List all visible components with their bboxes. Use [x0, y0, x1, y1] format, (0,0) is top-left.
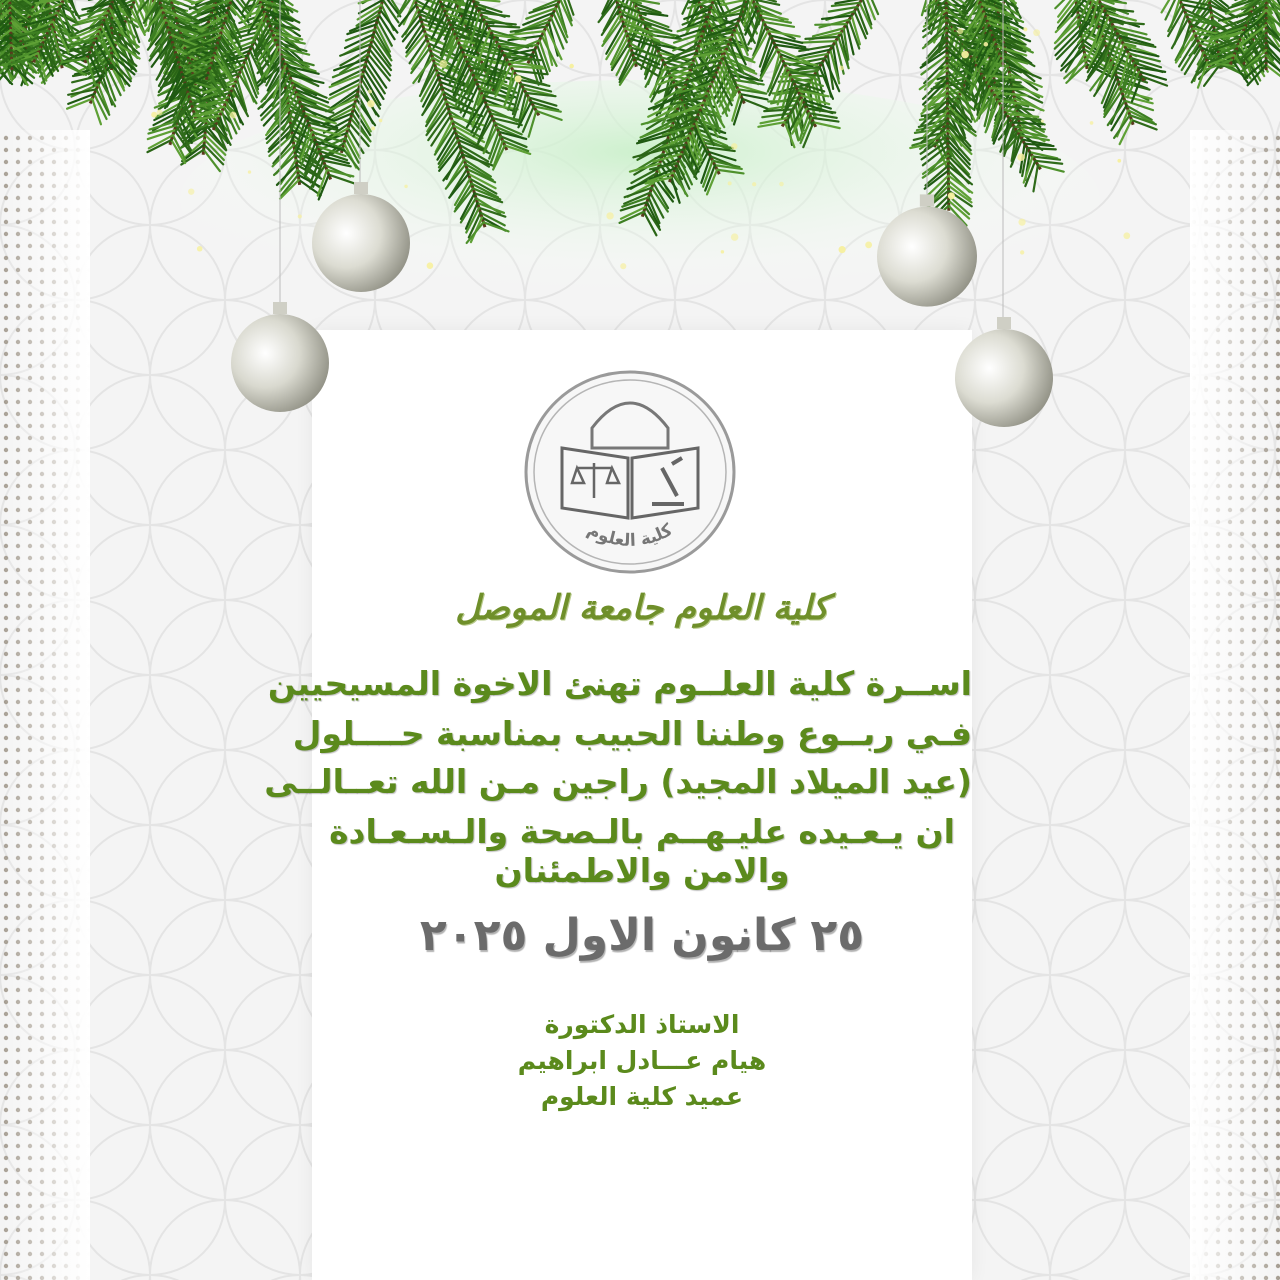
greeting-line-4: ان يـعـيده عليـهــم بالـصحة والـسـعـادة [329, 812, 955, 851]
signature-name: هيام عـــادل ابراهيم [517, 1046, 767, 1075]
ornament-ball-icon [953, 315, 1055, 430]
ornament-ball-icon [230, 300, 330, 415]
seal-label: كلية العلوم [583, 519, 677, 551]
signature-title: الاستاذ الدكتورة [544, 1010, 740, 1039]
greeting-line-1: اســرة كلية العلــوم تهنئ الاخوة المسيحيين [267, 664, 972, 703]
signature-position: عميد كلية العلوم [540, 1082, 744, 1111]
greeting-line-3: (عيد الميلاد المجيد) راجين مـن الله تعــالــى [264, 762, 972, 801]
greeting-date: ٢٥ كانون الاول ٢٠٢٥ [419, 910, 865, 961]
college-name-calligraphy: كلية العلوم جامعة الموصل [455, 588, 829, 628]
greeting-line-2: فـي ربــوع وطننا الحبيب بمناسبة حــــلول [292, 714, 972, 753]
ornament-ball-icon [876, 192, 978, 310]
ornament-ball-icon [310, 180, 412, 295]
greeting-line-5: والامن والاطمئنان [494, 851, 790, 890]
college-seal-logo [522, 368, 738, 578]
pine-garland [0, 0, 1280, 380]
